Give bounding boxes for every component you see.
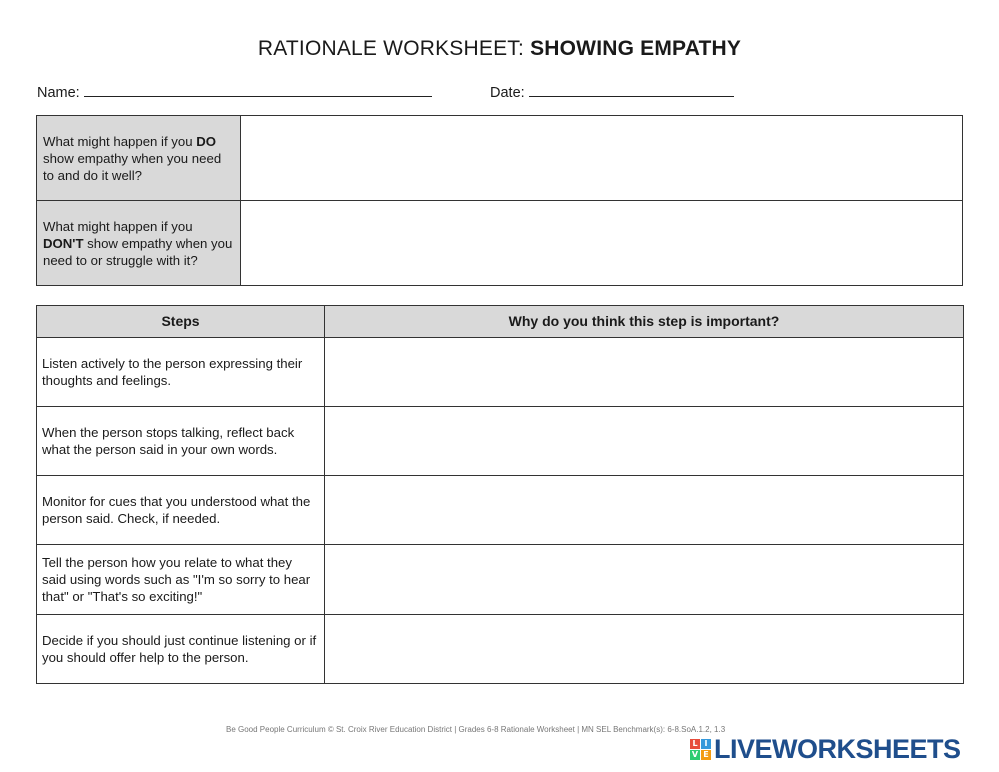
table-row [37, 407, 964, 476]
answer-cell[interactable] [325, 615, 964, 684]
table-row [37, 545, 964, 615]
question-text-bold: DO [196, 133, 216, 149]
title-emphasis: SHOWING EMPATHY [530, 37, 742, 60]
step-cell: Decide if you should just continue listening or if you should offer help to the person. [37, 615, 325, 684]
answer-cell[interactable] [241, 201, 963, 286]
date-label: Date: [490, 85, 525, 101]
answer-cell[interactable] [325, 407, 964, 476]
logo-wordmark: LIVEWORKSHEETS [714, 733, 961, 764]
name-line[interactable] [84, 82, 432, 97]
question-cell [37, 201, 241, 286]
answer-cell[interactable] [325, 338, 964, 407]
question-text-before: What might happen if you [43, 133, 197, 149]
logo-letter: L [690, 739, 700, 749]
question-text-after: show empathy when you need to or struggle with it? [43, 235, 233, 268]
question-table [36, 115, 963, 286]
answer-cell[interactable] [325, 476, 964, 545]
answer-cell[interactable] [325, 545, 964, 615]
date-line[interactable] [529, 82, 734, 97]
name-label: Name: [37, 85, 80, 101]
steps-table [36, 305, 964, 684]
table-row [37, 476, 964, 545]
date-field [490, 82, 734, 101]
logo-letter: I [701, 739, 711, 749]
step-cell: Monitor for cues that you understood what the person said. Check, if needed. [37, 476, 325, 545]
question-row [37, 116, 963, 201]
logo-letter: V [691, 749, 699, 759]
question-text-before: What might happen if you [43, 218, 193, 234]
table-row [37, 338, 964, 407]
question-text-bold: DON'T [43, 235, 84, 251]
logo-letter: E [701, 750, 711, 760]
step-cell: Tell the person how you relate to what they said using words such as "I'm so sorry to hear that" or "That's so exciting!" [37, 545, 325, 615]
liveworksheets-logo[interactable] [690, 735, 961, 763]
question-cell [37, 116, 241, 201]
table-row [37, 615, 964, 684]
step-cell: When the person stops talking, reflect back what the person said in your own words. [37, 407, 325, 476]
importance-header: Why do you think this step is important? [325, 306, 964, 338]
footer-credits: Be Good People Curriculum © St. Croix River Education District | Grades 6-8 Rationale Worksheet | MN SEL Benchmark(s): 6-8.SoA.1.2, 1.3 [226, 725, 726, 734]
worksheet-title [0, 37, 999, 61]
table-header-row [37, 306, 964, 338]
steps-header: Steps [37, 306, 325, 338]
answer-cell[interactable] [241, 116, 963, 201]
question-text-after: show empathy when you need to and do it well? [43, 150, 222, 183]
question-row [37, 201, 963, 286]
logo-mark-icon [690, 739, 711, 760]
step-cell: Listen actively to the person expressing their thoughts and feelings. [37, 338, 325, 407]
title-prefix: RATIONALE WORKSHEET: [257, 37, 531, 60]
name-field [37, 82, 432, 101]
